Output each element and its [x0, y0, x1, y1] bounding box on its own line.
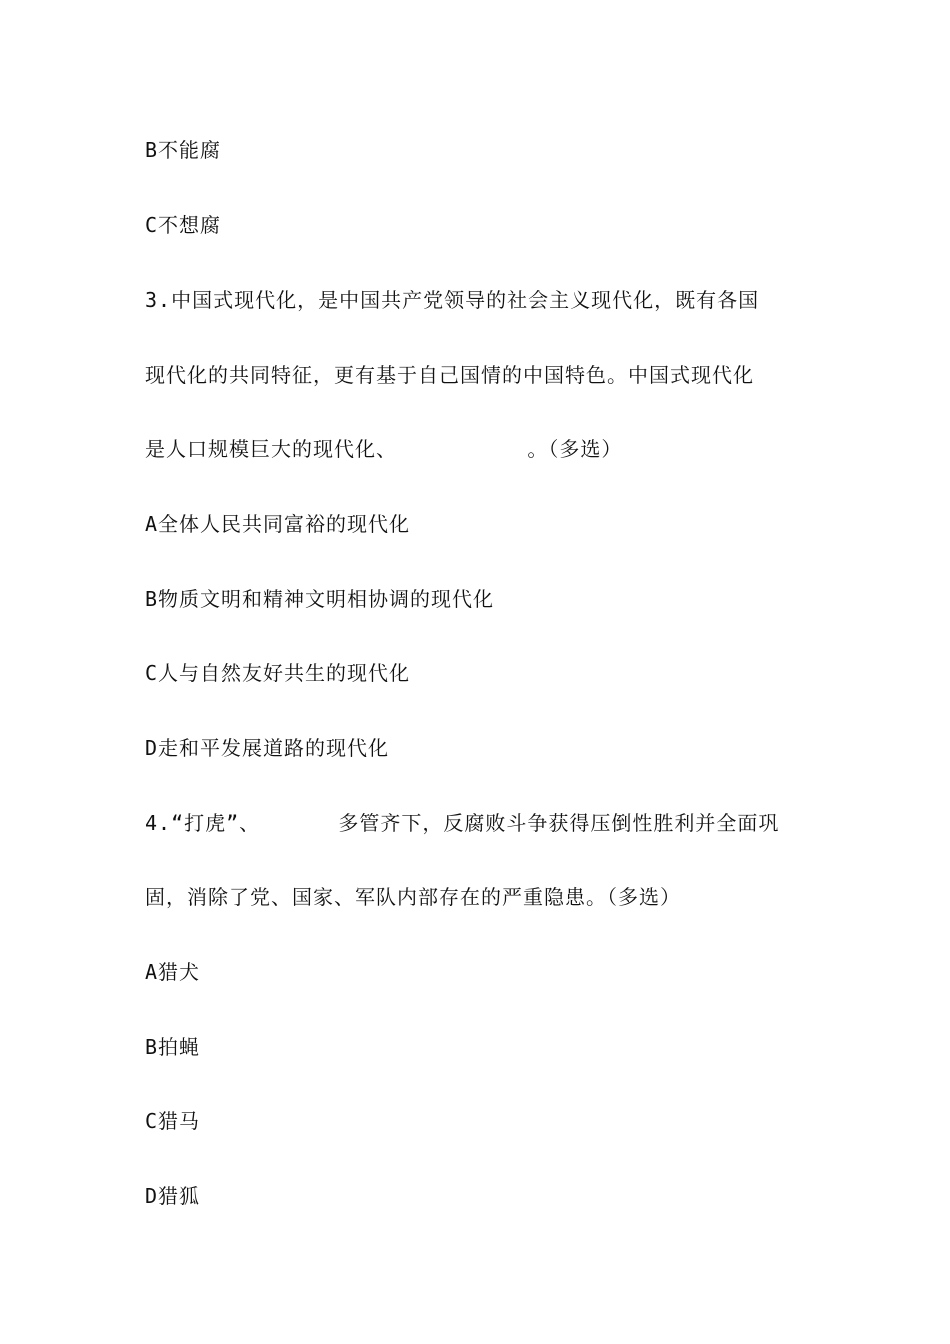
question-4-line-1: 4.“打虎”、 多管齐下，反腐败斗争获得压倒性胜利并全面巩 [145, 811, 780, 835]
question-4-option-b: B拍蝇 [145, 1035, 201, 1059]
question-3-line-3: 是人口规模巨大的现代化、 。（多选） [145, 437, 623, 461]
question-4-line-2: 固，消除了党、国家、军队内部存在的严重隐患。（多选） [145, 885, 681, 909]
question-3-option-a: A全体人民共同富裕的现代化 [145, 512, 411, 536]
question-3-option-b: B物质文明和精神文明相协调的现代化 [145, 587, 495, 611]
option-c-text: C不想腐 [145, 213, 222, 237]
question-3-option-c: C人与自然友好共生的现代化 [145, 661, 411, 685]
question-4-option-a: A猎犬 [145, 960, 201, 984]
question-3-line-2: 现代化的共同特征，更有基于自己国情的中国特色。中国式现代化 [145, 363, 754, 387]
option-b-text: B不能腐 [145, 138, 222, 162]
question-4-option-d: D猎狐 [145, 1184, 201, 1208]
question-3-option-d: D走和平发展道路的现代化 [145, 736, 390, 760]
question-4-option-c: C猎马 [145, 1109, 201, 1133]
question-3-line-1: 3.中国式现代化，是中国共产党领导的社会主义现代化，既有各国 [145, 288, 760, 312]
